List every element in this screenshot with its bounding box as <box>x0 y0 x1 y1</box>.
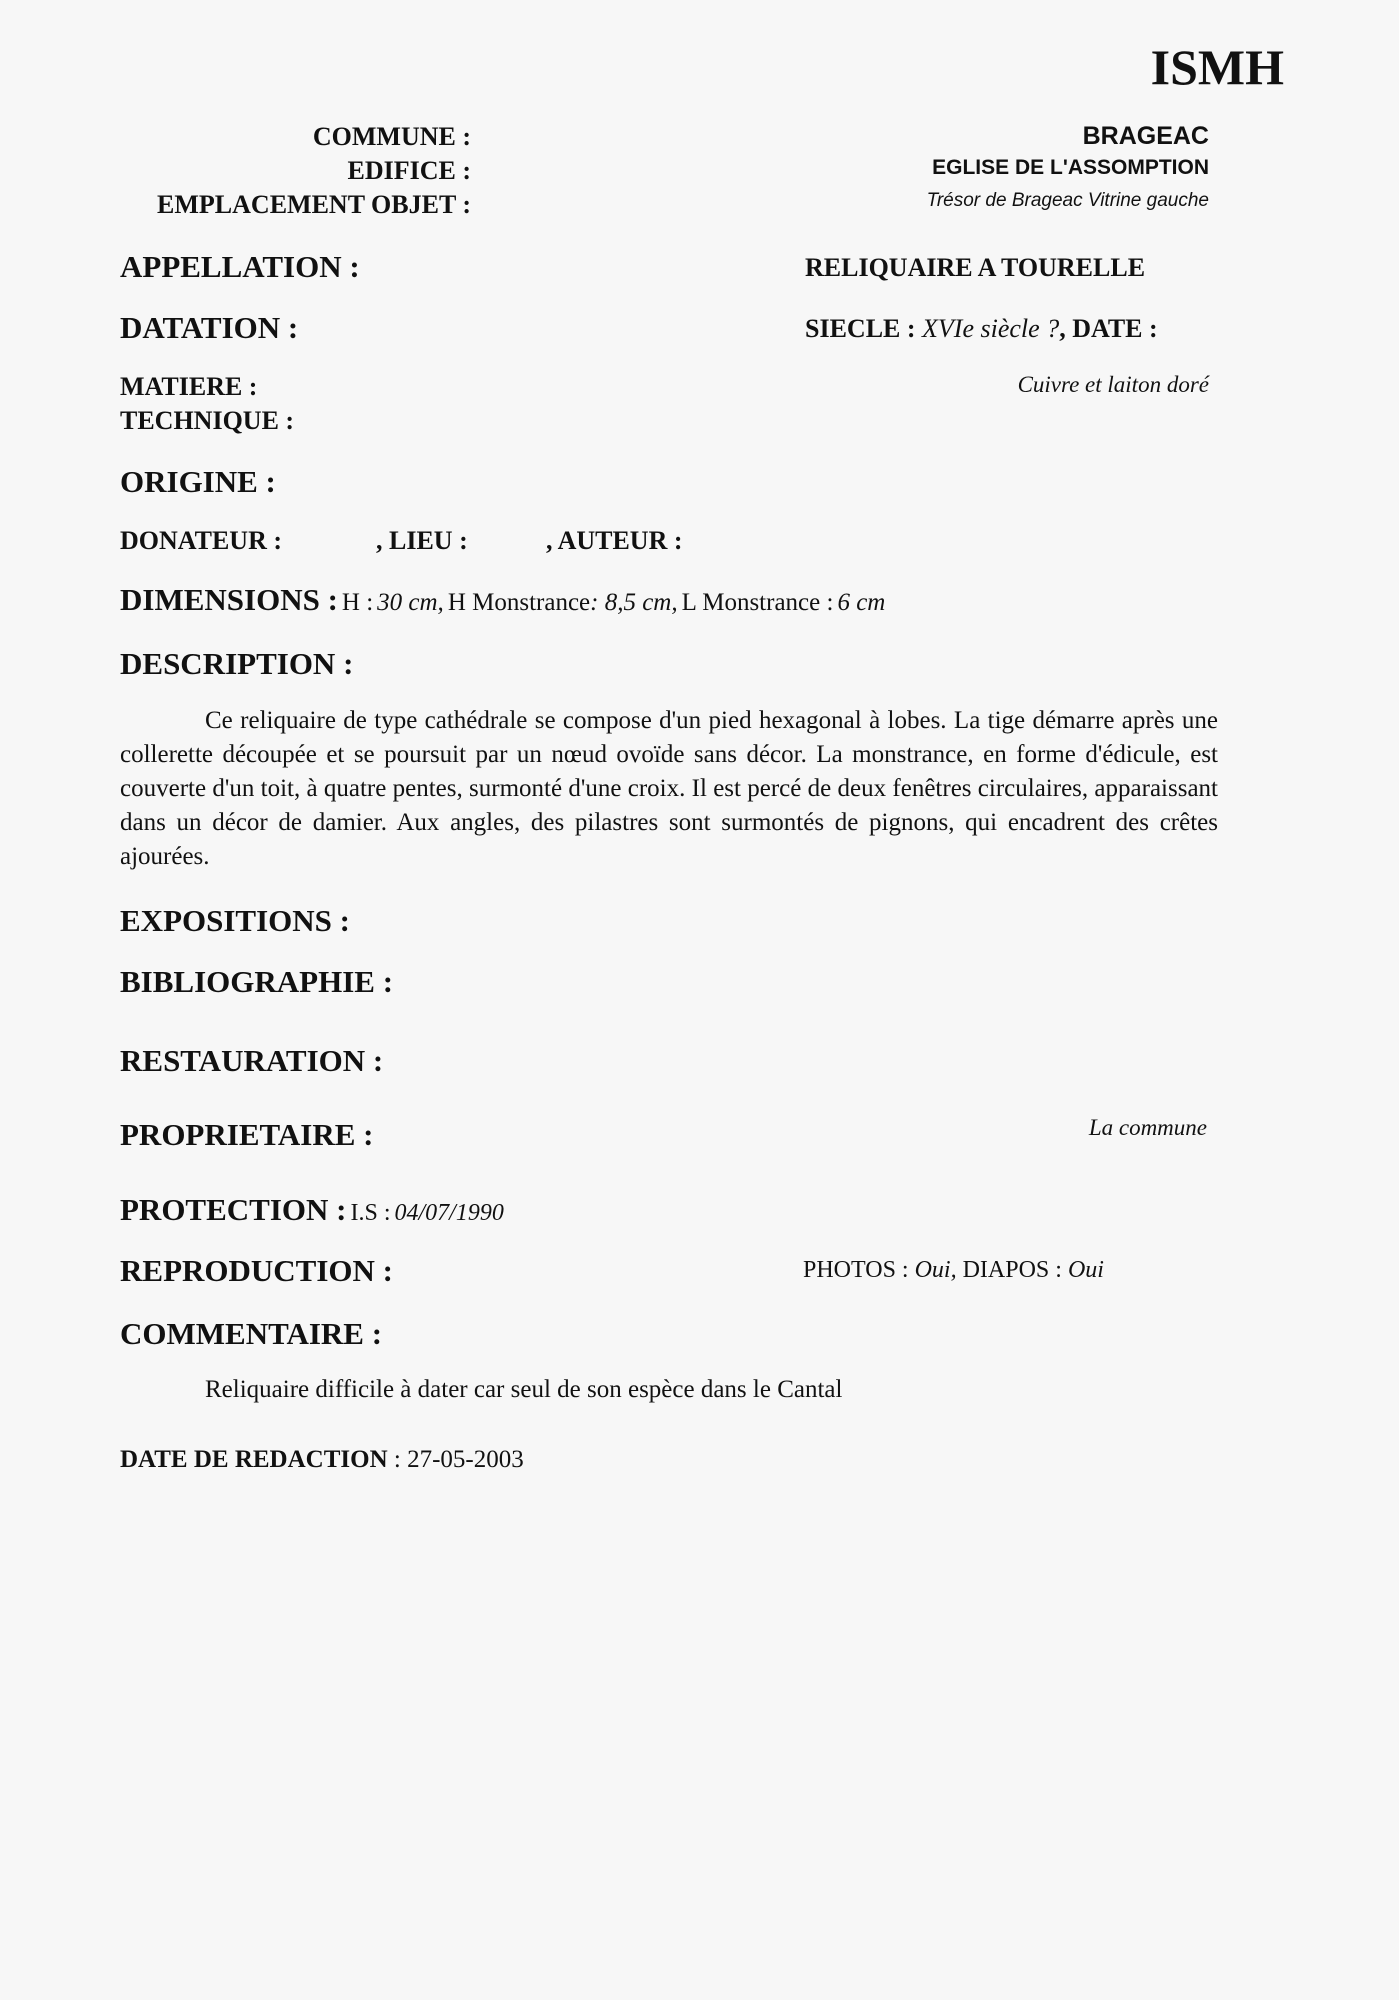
siecle-label: SIECLE : <box>805 314 916 343</box>
commentaire-text: Reliquaire difficile à dater car seul de son espèce dans le Cantal <box>205 1376 843 1403</box>
expositions-label: EXPOSITIONS : <box>120 903 350 938</box>
matiere-value: Cuivre et laiton doré <box>1017 372 1209 397</box>
redaction-sep: : <box>393 1446 401 1473</box>
origine-label: ORIGINE : <box>120 464 276 499</box>
donateur-label: DONATEUR : <box>120 526 283 555</box>
commune-label: COMMUNE : <box>312 122 471 151</box>
restauration-label: RESTAURATION : <box>120 1043 384 1078</box>
bibliographie-label: BIBLIOGRAPHIE : <box>120 964 394 999</box>
dimensions-label: DIMENSIONS : <box>120 582 338 617</box>
redaction-date: 27-05-2003 <box>407 1446 524 1473</box>
edifice-value: EGLISE DE L'ASSOMPTION <box>932 156 1209 179</box>
protection-line <box>120 1192 504 1228</box>
photos-label: PHOTOS : <box>803 1257 909 1283</box>
dim-hm-value: : 8,5 cm, <box>590 589 678 616</box>
reproduction-label: REPRODUCTION : <box>120 1253 393 1288</box>
dimensions-line <box>120 582 885 618</box>
appellation-label: APPELLATION : <box>120 249 360 284</box>
dim-h-value: 30 cm, <box>377 589 444 616</box>
dim-lm-value: 6 cm <box>837 589 886 616</box>
appellation-value: RELIQUAIRE A TOURELLE <box>805 253 1146 282</box>
dim-lm-label: L Monstrance : <box>681 589 834 616</box>
edifice-label: EDIFICE : <box>347 156 471 185</box>
protection-type: I.S : <box>350 1200 391 1226</box>
description-text: Ce reliquaire de type cathédrale se compose d'un pied hexagonal à lobes. La tige démarre après une collerette découpée et se poursuit par un nœud ovoïde sans décor. La monstrance, en forme d'édicule, est couverte d'un toit, à quatre pentes, surmonté d'une croix. Il est percé de deux fenêtres circulaires, apparaissant dans un décor de damier. Aux angles, des pilastres sont surmontés de pignons, qui encadrent des crêtes ajourées. <box>120 707 1218 870</box>
reproduction-values <box>803 1257 1104 1284</box>
document-code: ISMH <box>1150 39 1284 95</box>
datation-label: DATATION : <box>120 310 299 345</box>
proprietaire-value: La commune <box>1088 1115 1207 1140</box>
photos-value: Oui, <box>914 1257 957 1283</box>
protection-label: PROTECTION : <box>120 1192 347 1227</box>
dim-hm-label: H Monstrance <box>447 589 591 616</box>
emplacement-value: Trésor de Brageac Vitrine gauche <box>926 190 1209 211</box>
description-label: DESCRIPTION : <box>120 646 354 681</box>
proprietaire-label: PROPRIETAIRE : <box>120 1117 374 1152</box>
siecle-value: XVIe siècle ? <box>922 314 1060 343</box>
protection-date: 04/07/1990 <box>394 1200 504 1226</box>
technique-label: TECHNIQUE : <box>120 406 295 435</box>
emplacement-label: EMPLACEMENT OBJET : <box>157 190 471 219</box>
commune-value: BRAGEAC <box>1082 122 1209 150</box>
date-label: , DATE : <box>1059 314 1158 343</box>
redaction-line <box>120 1446 524 1474</box>
datation-value-line <box>805 314 1158 344</box>
matiere-label: MATIERE : <box>120 372 258 401</box>
diapos-label: DIAPOS : <box>962 1257 1062 1283</box>
diapos-value: Oui <box>1067 1257 1104 1283</box>
auteur-label: , AUTEUR : <box>546 526 683 555</box>
redaction-label: DATE DE REDACTION <box>120 1446 388 1473</box>
lieu-label: , LIEU : <box>376 526 468 555</box>
dim-h-label: H : <box>341 589 374 616</box>
commentaire-label: COMMENTAIRE : <box>120 1316 383 1351</box>
